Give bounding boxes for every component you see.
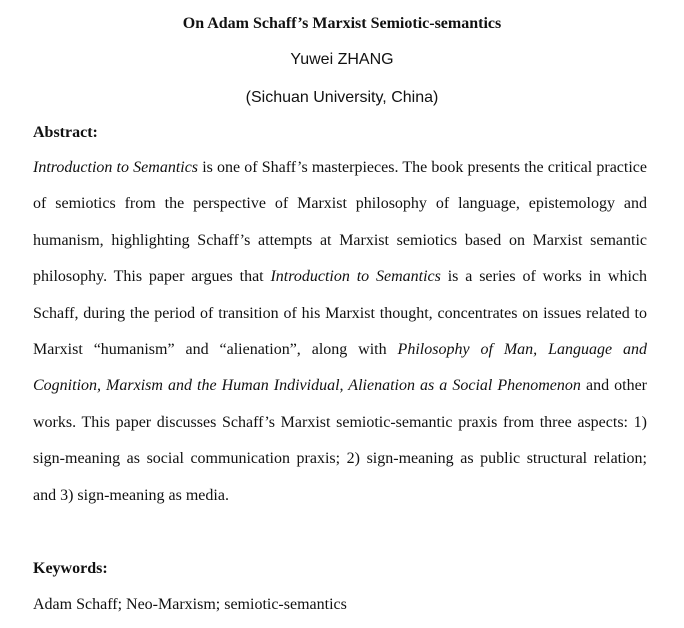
abstract-segment: Philosophy of Man, Language and Cognition, Marxism and the Human Individual, Alienation as a Social Phenomenon [33, 341, 647, 395]
abstract-segment: is one of Shaff’s masterpieces. The book presents the critical practice of semiotics from the perspective of Marxist philosophy of language, epistemology and humanism, highlighting Schaff’s attempts at Marxist semiotics based on Marxist semantic philosophy. This paper argues that [33, 159, 647, 286]
keywords-list: Adam Schaff; Neo-Marxism; semiotic-semantics [33, 596, 347, 613]
keywords-heading: Keywords: [33, 560, 108, 577]
author-affiliation: (Sichuan University, China) [245, 89, 439, 106]
abstract-segment: Introduction to Semantics [270, 268, 441, 286]
abstract-segment: is a series of works in which Schaff, during the period of transition of his Marxist thought, concentrates on issues related to Marxist “humanism” and “alienation”, along with [33, 268, 648, 359]
abstract-body [33, 150, 647, 514]
abstract-heading: Abstract: [33, 124, 98, 141]
author-name: Yuwei ZHANG [290, 51, 394, 68]
abstract-segment: and other works. This paper discusses Schaff’s Marxist semiotic-semantic praxis from three aspects: 1) sign-meaning as social communication praxis; 2) sign-meaning as public structural relation; and 3) sign-meaning as media. [33, 377, 647, 504]
paper-title: On Adam Schaff’s Marxist Semiotic-semantics [182, 15, 502, 32]
abstract-segment: Introduction to Semantics [33, 159, 199, 176]
